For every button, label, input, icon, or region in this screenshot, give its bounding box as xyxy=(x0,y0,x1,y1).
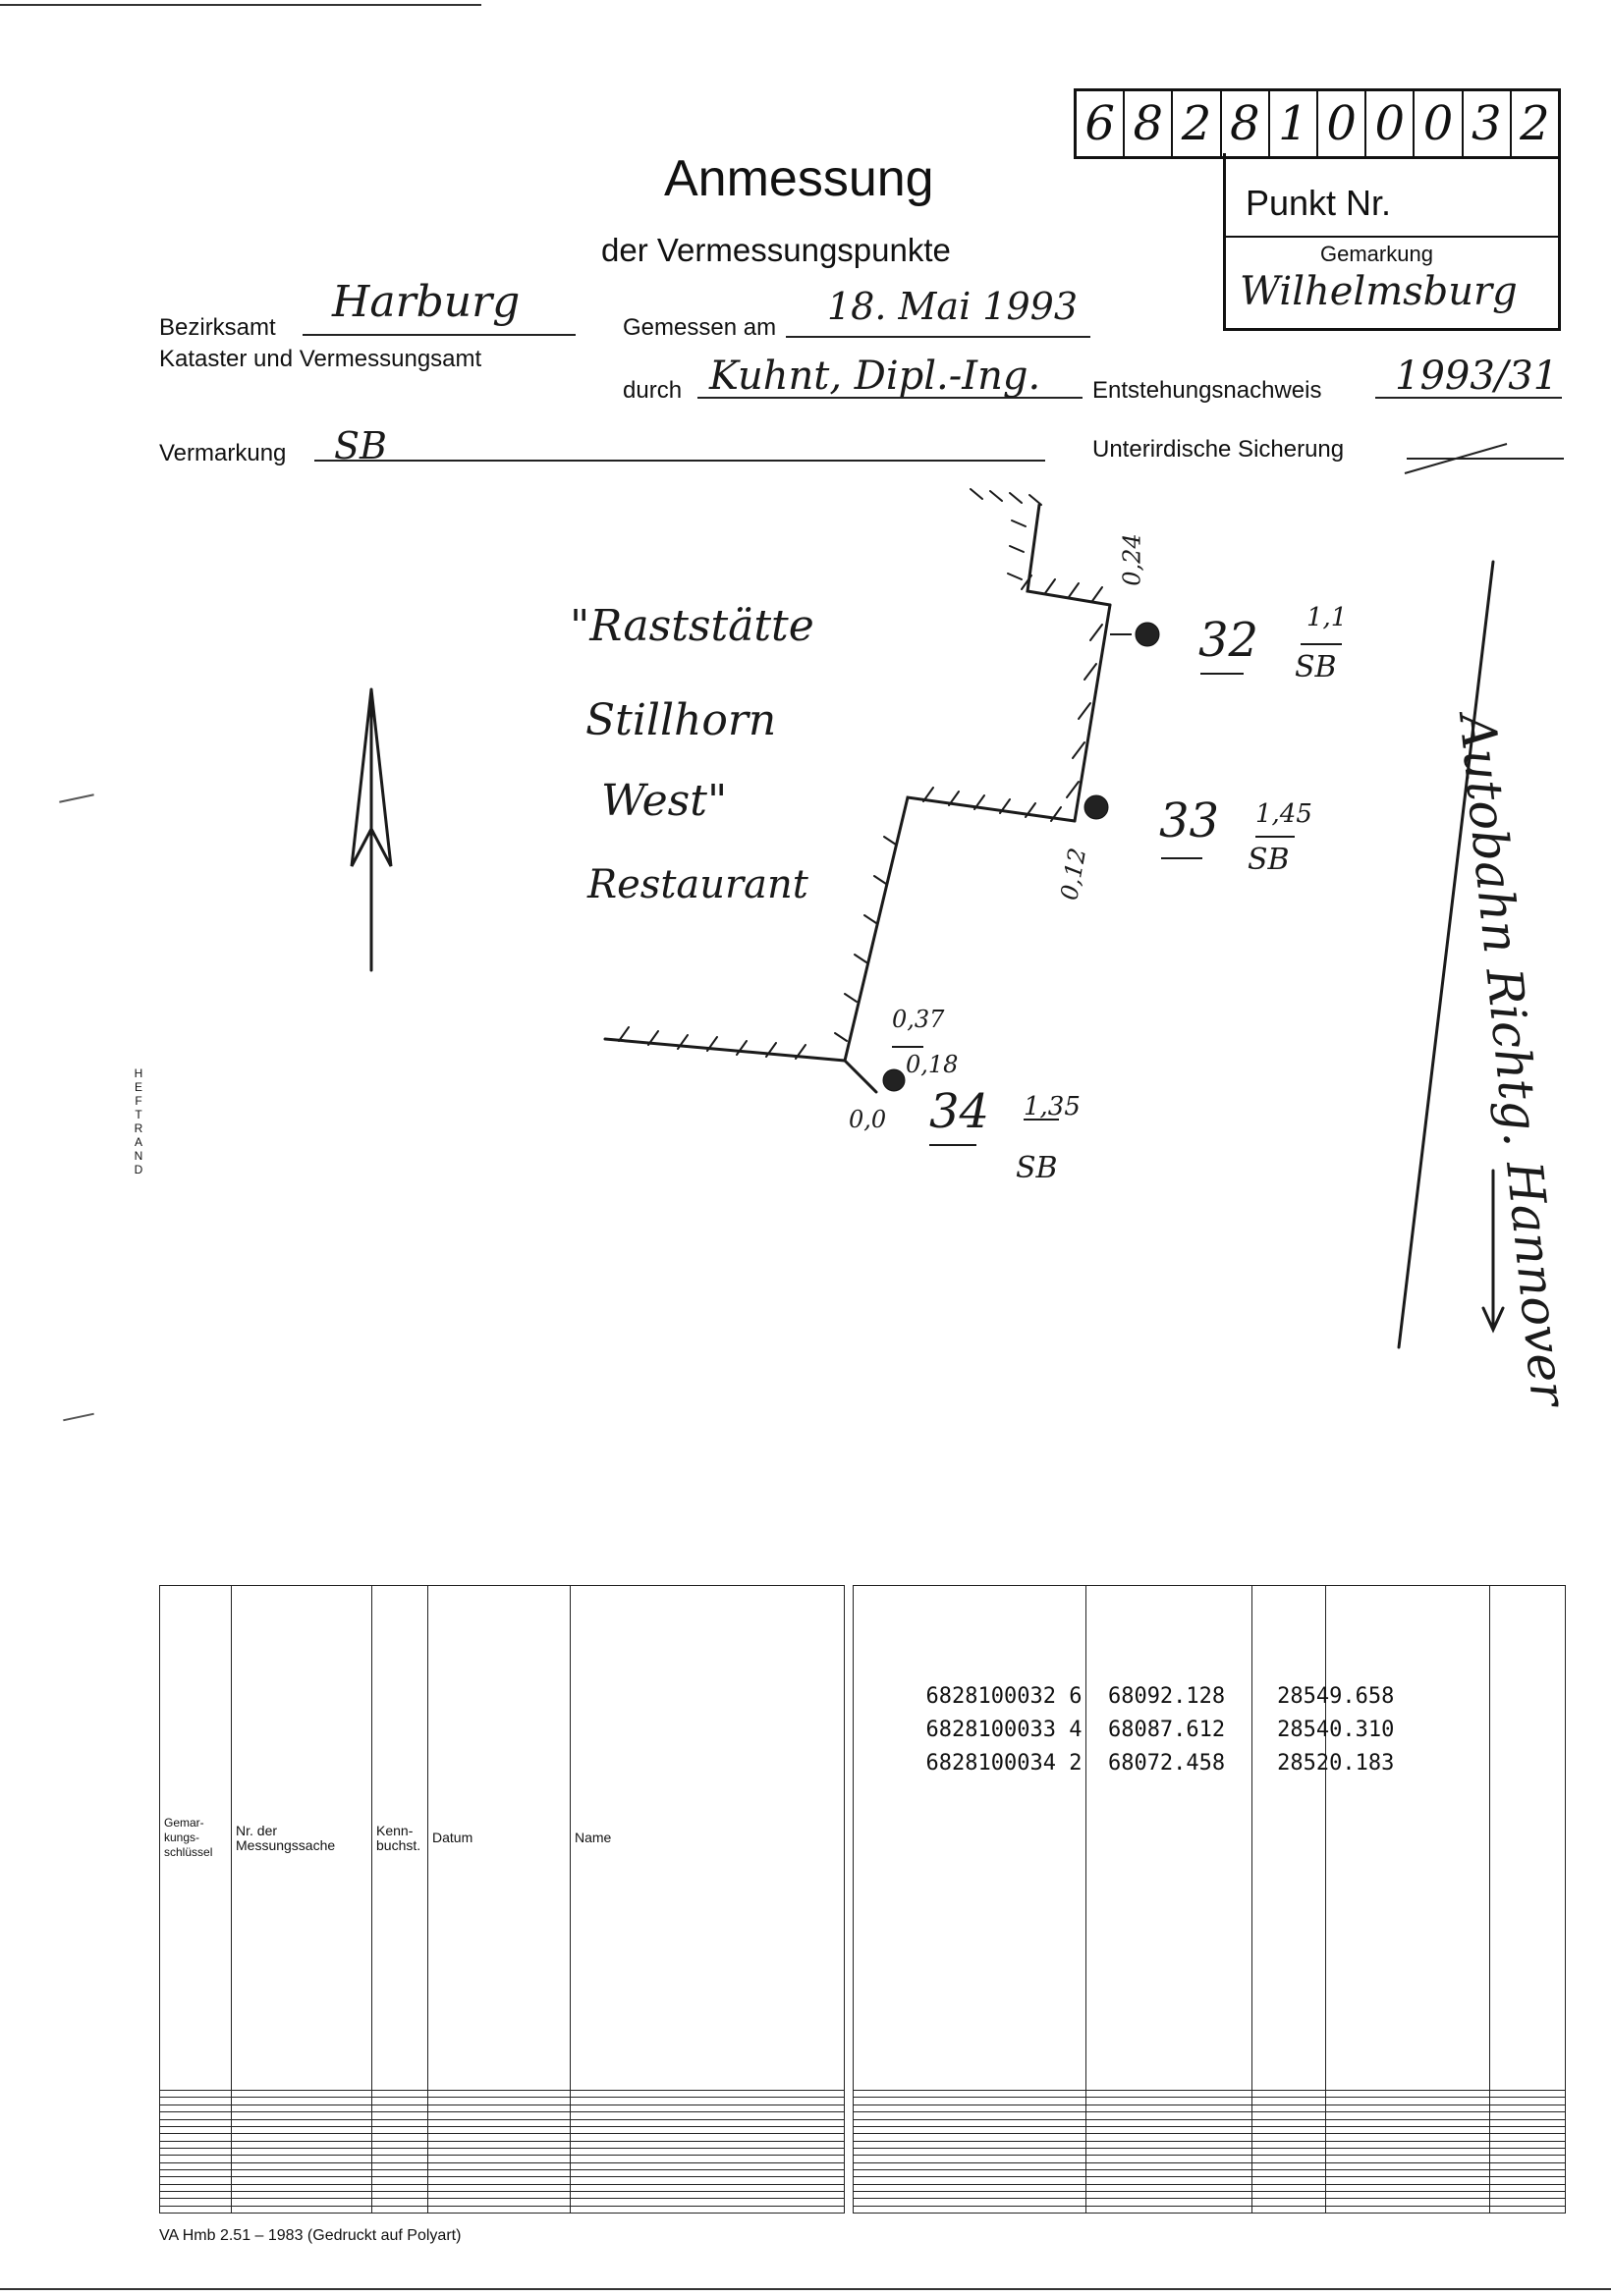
table-cell xyxy=(1086,2148,1252,2155)
table-row xyxy=(160,2119,845,2126)
measure-label: 0,12 xyxy=(1055,846,1092,902)
table-cell xyxy=(571,2184,845,2191)
point-34-height: 1,35 xyxy=(1024,1092,1081,1121)
table-cell xyxy=(232,2126,372,2133)
amt-name: Kataster und Vermessungsamt xyxy=(159,346,482,372)
table-cell xyxy=(232,2162,372,2169)
table-cell xyxy=(854,2119,1086,2126)
table-cell xyxy=(160,2162,232,2169)
table-cell xyxy=(1252,2141,1326,2148)
table-cell xyxy=(1252,2184,1326,2191)
table-cell xyxy=(854,2169,1086,2176)
coord-punkt: 6828100033 xyxy=(925,1718,1056,1742)
table-cell xyxy=(854,2148,1086,2155)
table-cell xyxy=(1252,2134,1326,2141)
table-row xyxy=(854,2199,1566,2206)
table-cell xyxy=(1490,2119,1566,2126)
table-cell xyxy=(1086,2091,1252,2098)
heftrand-label: HEFTRAND xyxy=(132,1066,145,1176)
table-cell xyxy=(1086,2162,1252,2169)
table-row xyxy=(854,2177,1566,2184)
table-cell xyxy=(160,2169,232,2176)
table-cell xyxy=(428,2098,571,2105)
coord-code: 2 xyxy=(1069,1751,1083,1776)
table-cell xyxy=(1252,2169,1326,2176)
coord-row xyxy=(900,1726,1394,1776)
page-subtitle: der Vermessungspunkte xyxy=(601,232,951,268)
point-32-height: 1,1 xyxy=(1306,603,1348,632)
point-34-mark: SB xyxy=(1016,1151,1058,1185)
measure-label: 0,18 xyxy=(906,1051,959,1078)
table-cell xyxy=(854,2112,1086,2119)
table-cell xyxy=(1326,2126,1490,2133)
punkt-digit: 0 xyxy=(1318,91,1366,156)
table-cell xyxy=(1252,2098,1326,2105)
point-34-number: 34 xyxy=(929,1084,990,1139)
table-cell xyxy=(232,2206,372,2213)
table-cell xyxy=(1086,2169,1252,2176)
table-cell xyxy=(854,2091,1086,2098)
table-cell xyxy=(1086,2134,1252,2141)
table-cell xyxy=(232,2177,372,2184)
punkt-digit: 1 xyxy=(1270,91,1318,156)
table-row xyxy=(160,2105,845,2111)
table-cell xyxy=(232,2199,372,2206)
table-cell xyxy=(1086,2184,1252,2191)
table-cell xyxy=(1252,2191,1326,2198)
col-header-gemarkung: Gemar- kungs- schlüssel xyxy=(160,1586,232,2091)
table-row xyxy=(854,2169,1566,2176)
table-cell xyxy=(1490,2206,1566,2213)
col-header-name: Name xyxy=(571,1586,845,2091)
table-cell xyxy=(428,2119,571,2126)
table-row xyxy=(160,2126,845,2133)
table-cell xyxy=(160,2148,232,2155)
table-cell xyxy=(160,2184,232,2191)
table-cell xyxy=(1326,2206,1490,2213)
table-cell xyxy=(571,2148,845,2155)
col-header-kennbuchst: Kenn- buchst. xyxy=(372,1586,428,2091)
punkt-digit: 3 xyxy=(1464,91,1512,156)
table-row xyxy=(854,2105,1566,2111)
table-row xyxy=(160,2112,845,2119)
table-cell xyxy=(1326,2098,1490,2105)
table-cell xyxy=(1086,2126,1252,2133)
table-cell xyxy=(1326,2105,1490,2111)
table-cell xyxy=(1086,2177,1252,2184)
col-header-datum: Datum xyxy=(428,1586,571,2091)
table-cell xyxy=(854,2105,1086,2111)
table-cell xyxy=(1490,2098,1566,2105)
road-label: Autobahn Richtg. Hannover xyxy=(1448,710,1578,1409)
table-cell xyxy=(232,2184,372,2191)
table-cell xyxy=(1490,2148,1566,2155)
durch-label: durch xyxy=(623,377,683,404)
table-cell xyxy=(160,2141,232,2148)
coord-code: 6 xyxy=(1069,1684,1083,1709)
building-label: "Raststätte xyxy=(570,601,814,651)
table-row xyxy=(854,2119,1566,2126)
table-cell xyxy=(1326,2199,1490,2206)
bezirksamt-value: Harburg xyxy=(332,277,521,327)
entstehung-value: 1993/31 xyxy=(1395,354,1559,399)
point-33-number: 33 xyxy=(1159,793,1220,848)
table-cell xyxy=(372,2162,428,2169)
top-edge-line xyxy=(0,4,481,6)
coord-x: 68072.458 xyxy=(1107,1751,1226,1776)
table-row xyxy=(854,2184,1566,2191)
table-cell xyxy=(854,2191,1086,2198)
table-cell xyxy=(1252,2156,1326,2162)
table-row xyxy=(160,2091,845,2098)
table-cell xyxy=(854,2156,1086,2162)
table-cell xyxy=(1326,2091,1490,2098)
table-cell xyxy=(372,2177,428,2184)
table-cell xyxy=(232,2156,372,2162)
table-row xyxy=(160,2191,845,2198)
punkt-digit: 8 xyxy=(1125,91,1173,156)
coord-punkt: 6828100034 xyxy=(925,1751,1056,1776)
table-cell xyxy=(372,2091,428,2098)
building-label: Stillhorn xyxy=(585,695,777,745)
table-cell xyxy=(854,2098,1086,2105)
table-cell xyxy=(1086,2156,1252,2162)
table-cell xyxy=(232,2191,372,2198)
table-cell xyxy=(160,2105,232,2111)
table-cell xyxy=(1490,2141,1566,2148)
table-row xyxy=(160,2098,845,2105)
measure-label: 0,24 xyxy=(1118,533,1146,586)
left-record-table xyxy=(159,1585,845,2214)
table-cell xyxy=(571,2098,845,2105)
table-cell xyxy=(372,2148,428,2155)
gemessen-label: Gemessen am xyxy=(623,314,777,341)
table-cell xyxy=(1252,2119,1326,2126)
vermarkung-label: Vermarkung xyxy=(159,440,287,466)
punkt-label-box xyxy=(1223,153,1561,331)
table-cell xyxy=(854,2162,1086,2169)
table-row xyxy=(854,2098,1566,2105)
coord-code: 4 xyxy=(1069,1718,1083,1742)
table-cell xyxy=(571,2169,845,2176)
table-cell xyxy=(1252,2091,1326,2098)
col-header-y2 xyxy=(1490,1586,1566,2091)
punkt-digit: 0 xyxy=(1366,91,1415,156)
table-cell xyxy=(1326,2184,1490,2191)
table-cell xyxy=(1086,2105,1252,2111)
coord-x: 68092.128 xyxy=(1107,1684,1226,1709)
table-cell xyxy=(428,2184,571,2191)
table-cell xyxy=(1490,2177,1566,2184)
table-cell xyxy=(428,2199,571,2206)
table-row xyxy=(160,2156,845,2162)
table-cell xyxy=(160,2206,232,2213)
table-cell xyxy=(372,2206,428,2213)
table-cell xyxy=(1326,2162,1490,2169)
table-cell xyxy=(232,2119,372,2126)
point-32-mark: SB xyxy=(1295,650,1337,684)
vermarkung-value: SB xyxy=(334,424,387,467)
table-cell xyxy=(1326,2177,1490,2184)
table-cell xyxy=(232,2169,372,2176)
table-row xyxy=(160,2141,845,2148)
table-cell xyxy=(232,2141,372,2148)
point-34-marker xyxy=(883,1069,905,1091)
table-cell xyxy=(372,2134,428,2141)
table-row xyxy=(160,2169,845,2176)
table-cell xyxy=(1490,2091,1566,2098)
table-cell xyxy=(1490,2184,1566,2191)
north-arrow-icon xyxy=(352,689,391,970)
table-cell xyxy=(1490,2156,1566,2162)
table-row xyxy=(160,2177,845,2184)
table-cell xyxy=(1326,2112,1490,2119)
table-cell xyxy=(1490,2191,1566,2198)
table-cell xyxy=(571,2177,845,2184)
entstehung-label: Entstehungsnachweis xyxy=(1092,377,1322,404)
table-cell xyxy=(160,2126,232,2133)
table-cell xyxy=(372,2098,428,2105)
table-cell xyxy=(571,2105,845,2111)
vermarkung-line xyxy=(314,460,1045,462)
table-cell xyxy=(428,2177,571,2184)
table-cell xyxy=(372,2184,428,2191)
table-cell xyxy=(160,2119,232,2126)
table-cell xyxy=(571,2199,845,2206)
table-cell xyxy=(1086,2112,1252,2119)
table-cell xyxy=(1252,2199,1326,2206)
bezirksamt-line xyxy=(303,334,576,336)
table-cell xyxy=(428,2206,571,2213)
unterirdisch-label: Unterirdische Sicherung xyxy=(1092,436,1345,463)
table-cell xyxy=(571,2091,845,2098)
table-cell xyxy=(372,2112,428,2119)
table-cell xyxy=(160,2191,232,2198)
table-cell xyxy=(854,2199,1086,2206)
table-cell xyxy=(160,2199,232,2206)
table-cell xyxy=(1252,2105,1326,2111)
point-32-marker xyxy=(1136,623,1159,646)
punkt-label: Punkt Nr. xyxy=(1246,183,1392,223)
table-cell xyxy=(232,2134,372,2141)
coord-x: 68087.612 xyxy=(1107,1718,1226,1742)
table-cell xyxy=(232,2098,372,2105)
table-cell xyxy=(1490,2126,1566,2133)
table-cell xyxy=(372,2156,428,2162)
coord-y: 28549.658 xyxy=(1277,1684,1395,1709)
table-cell xyxy=(160,2134,232,2141)
table-cell xyxy=(372,2119,428,2126)
table-cell xyxy=(571,2126,845,2133)
table-row xyxy=(854,2112,1566,2119)
punkt-digit: 0 xyxy=(1415,91,1463,156)
table-cell xyxy=(1326,2134,1490,2141)
table-cell xyxy=(854,2184,1086,2191)
table-cell xyxy=(1490,2134,1566,2141)
gemarkung-label: Gemarkung xyxy=(1320,242,1433,266)
table-cell xyxy=(428,2091,571,2098)
point-33-height: 1,45 xyxy=(1255,799,1312,829)
table-cell xyxy=(428,2162,571,2169)
point-33-mark: SB xyxy=(1248,843,1290,877)
table-cell xyxy=(1326,2169,1490,2176)
coord-punkt: 6828100032 xyxy=(925,1684,1056,1709)
table-row xyxy=(854,2206,1566,2213)
table-row xyxy=(854,2148,1566,2155)
table-cell xyxy=(1326,2141,1490,2148)
table-cell xyxy=(1086,2098,1252,2105)
gemessen-line xyxy=(786,336,1090,338)
table-cell xyxy=(160,2098,232,2105)
table-cell xyxy=(428,2191,571,2198)
table-cell xyxy=(854,2177,1086,2184)
building-label: Restaurant xyxy=(587,862,808,907)
building-label: West" xyxy=(601,776,728,826)
table-cell xyxy=(428,2134,571,2141)
coord-y: 28520.183 xyxy=(1277,1751,1395,1776)
table-row xyxy=(854,2162,1566,2169)
table-cell xyxy=(854,2206,1086,2213)
table-cell xyxy=(1326,2191,1490,2198)
table-cell xyxy=(1326,2148,1490,2155)
table-cell xyxy=(232,2112,372,2119)
table-cell xyxy=(1252,2177,1326,2184)
table-cell xyxy=(1086,2199,1252,2206)
table-cell xyxy=(571,2134,845,2141)
punkt-number-box xyxy=(1074,88,1561,159)
table-cell xyxy=(1326,2156,1490,2162)
gemarkung-value: Wilhelmsburg xyxy=(1240,269,1518,314)
table-cell xyxy=(1252,2162,1326,2169)
table-cell xyxy=(854,2134,1086,2141)
table-cell xyxy=(232,2105,372,2111)
table-cell xyxy=(1490,2169,1566,2176)
table-cell xyxy=(1086,2141,1252,2148)
table-row xyxy=(854,2091,1566,2098)
table-cell xyxy=(428,2105,571,2111)
table-cell xyxy=(1490,2112,1566,2119)
table-cell xyxy=(372,2141,428,2148)
table-cell xyxy=(1086,2191,1252,2198)
table-row xyxy=(160,2206,845,2213)
table-cell xyxy=(854,2141,1086,2148)
table-cell xyxy=(1490,2162,1566,2169)
punkt-digit: 2 xyxy=(1173,91,1221,156)
table-cell xyxy=(232,2148,372,2155)
table-cell xyxy=(1086,2119,1252,2126)
table-cell xyxy=(160,2112,232,2119)
table-cell xyxy=(428,2148,571,2155)
page-title: Anmessung xyxy=(664,150,934,207)
table-cell xyxy=(854,2126,1086,2133)
table-row xyxy=(160,2148,845,2155)
table-cell xyxy=(1490,2105,1566,2111)
table-cell xyxy=(1252,2126,1326,2133)
punkt-digit: 8 xyxy=(1222,91,1270,156)
table-cell xyxy=(571,2191,845,2198)
table-row xyxy=(854,2126,1566,2133)
table-cell xyxy=(1086,2206,1252,2213)
table-cell xyxy=(160,2156,232,2162)
form-footer: VA Hmb 2.51 – 1983 (Gedruckt auf Polyart) xyxy=(159,2227,462,2244)
table-cell xyxy=(571,2156,845,2162)
gemessen-value: 18. Mai 1993 xyxy=(827,285,1079,328)
table-cell xyxy=(232,2091,372,2098)
bezirksamt-label: Bezirksamt xyxy=(159,314,276,341)
table-cell xyxy=(428,2126,571,2133)
bottom-edge-line xyxy=(0,2288,1611,2290)
table-cell xyxy=(372,2199,428,2206)
punkt-digit: 6 xyxy=(1077,91,1125,156)
point-32-number: 32 xyxy=(1198,613,1259,668)
table-cell xyxy=(372,2105,428,2111)
table-cell xyxy=(160,2177,232,2184)
table-cell xyxy=(372,2169,428,2176)
durch-value: Kuhnt, Dipl.-Ing. xyxy=(709,354,1041,399)
measure-label: 0,37 xyxy=(892,1006,945,1033)
table-cell xyxy=(571,2162,845,2169)
table-row xyxy=(160,2184,845,2191)
point-33-marker xyxy=(1084,795,1108,819)
table-cell xyxy=(1490,2199,1566,2206)
table-row xyxy=(160,2134,845,2141)
table-row xyxy=(854,2141,1566,2148)
table-cell xyxy=(571,2206,845,2213)
table-cell xyxy=(571,2119,845,2126)
table-row xyxy=(854,2191,1566,2198)
table-cell xyxy=(428,2112,571,2119)
table-cell xyxy=(428,2156,571,2162)
table-cell xyxy=(1252,2148,1326,2155)
table-row xyxy=(854,2156,1566,2162)
table-cell xyxy=(372,2126,428,2133)
col-header-messungssache: Nr. der Messungssache xyxy=(232,1586,372,2091)
punkt-digit: 2 xyxy=(1520,96,1550,151)
table-cell xyxy=(428,2169,571,2176)
measure-label: 0,0 xyxy=(849,1106,887,1133)
coord-y: 28540.310 xyxy=(1277,1718,1395,1742)
table-cell xyxy=(571,2141,845,2148)
table-cell xyxy=(1326,2119,1490,2126)
table-cell xyxy=(1252,2112,1326,2119)
table-row xyxy=(160,2162,845,2169)
table-row xyxy=(160,2199,845,2206)
table-cell xyxy=(1252,2206,1326,2213)
table-cell xyxy=(428,2141,571,2148)
table-cell xyxy=(571,2112,845,2119)
table-cell xyxy=(160,2091,232,2098)
table-cell xyxy=(372,2191,428,2198)
table-row xyxy=(854,2134,1566,2141)
